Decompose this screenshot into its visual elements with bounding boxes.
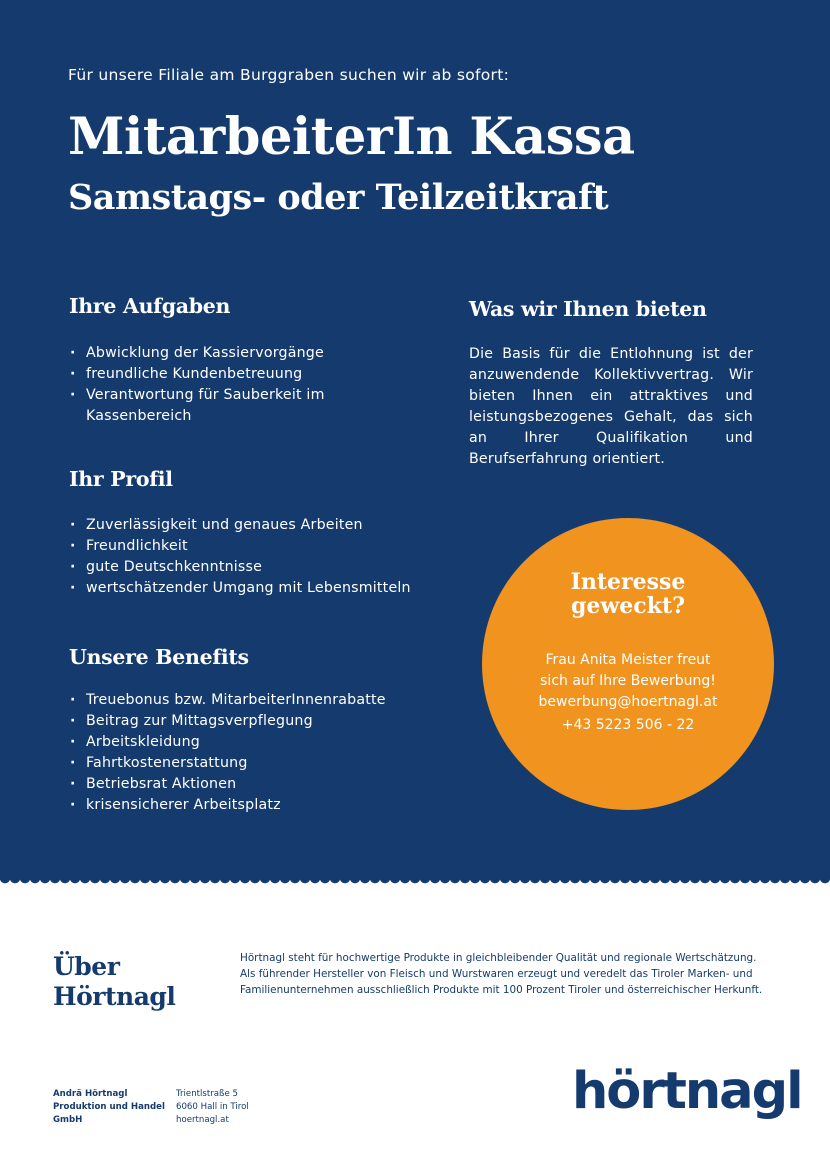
list-item: · Betriebsrat Aktionen (70, 774, 450, 795)
job-subtitle: Samstags- oder Teilzeitkraft (68, 177, 609, 218)
list-item: · gute Deutschkenntnisse (70, 557, 450, 578)
benefits-heading: Unsere Benefits (69, 645, 249, 669)
list-item: · Beitrag zur Mittagsverpflegung (70, 711, 450, 732)
list-item: · Zuverlässigkeit und genaues Arbeiten (70, 515, 450, 536)
list-item: · wertschätzender Umgang mit Lebensmitteln (70, 578, 450, 599)
offer-text: Die Basis für die Entlohnung ist der anzuwendende Kollektivvertrag. Wir bieten Ihnen ein attraktives und leistungsbezogenes Gehalt, das sich an Ihrer Qualifikation und Berufserfahrung orientiert. (469, 346, 753, 467)
contact-email-link[interactable]: bewerbung@hoertnagl.at (538, 694, 718, 710)
contact-circle (482, 518, 774, 810)
list-item: · Treuebonus bzw. MitarbeiterInnenrabatte (70, 690, 450, 711)
list-item: · Arbeitskleidung (70, 732, 450, 753)
profile-list (70, 515, 450, 599)
company-name (53, 1088, 165, 1127)
list-item: · Abwicklung der Kassiervorgänge (70, 343, 390, 364)
contact-title-line: Interesse (570, 569, 686, 595)
benefits-list (70, 690, 450, 816)
intro-text: Für unsere Filiale am Burggraben suchen wir ab sofort: (68, 66, 510, 84)
list-item: · krisensicherer Arbeitsplatz (70, 795, 450, 816)
profile-heading: Ihr Profil (69, 467, 173, 491)
company-name-line: Produktion und Handel (53, 1102, 165, 1112)
hoertnagl-logo: hörtnagl (572, 1062, 802, 1121)
offer-heading: Was wir Ihnen bieten (469, 297, 707, 321)
scalloped-edge (0, 872, 830, 888)
website-link[interactable]: hoertnagl.at (176, 1115, 229, 1125)
list-item: · Fahrtkostenerstattung (70, 753, 450, 774)
tasks-heading: Ihre Aufgaben (69, 294, 231, 318)
contact-title (482, 570, 774, 618)
address-street: Trientlstraße 5 (176, 1089, 238, 1099)
list-item: · Freundlichkeit (70, 536, 450, 557)
contact-text-line: sich auf Ihre Bewerbung! (540, 673, 716, 689)
tasks-list (70, 343, 390, 427)
list-item: · Verantwortung für Sauberkeit im Kassenbereich (70, 385, 390, 427)
company-name-line: GmbH (53, 1115, 83, 1125)
about-heading-line: Hörtnagl (53, 982, 176, 1011)
about-text: Hörtnagl steht für hochwertige Produkte in gleichbleibender Qualität und regionale Wertschätzung. Als führender Hersteller von Fleisch und Wurstwaren erzeugt und veredelt das Tiroler Marken- und Familienunternehmen ausschließlich Produkte mit 100 Prozent Tiroler und österreichischer Herkunft. (240, 952, 763, 996)
contact-phone[interactable]: +43 5223 506 - 22 (561, 717, 695, 733)
contact-text-line: Frau Anita Meister freut (545, 652, 711, 668)
list-item: · freundliche Kundenbetreuung (70, 364, 390, 385)
address-city: 6060 Hall in Tirol (176, 1102, 249, 1112)
company-address (176, 1088, 249, 1127)
about-heading-line: Über (53, 952, 120, 981)
job-title: MitarbeiterIn Kassa (68, 107, 635, 167)
contact-text (482, 650, 774, 692)
company-name-line: Andrä Hörtnagl (53, 1089, 128, 1099)
contact-title-line: geweckt? (570, 593, 685, 619)
about-heading (53, 952, 175, 1012)
